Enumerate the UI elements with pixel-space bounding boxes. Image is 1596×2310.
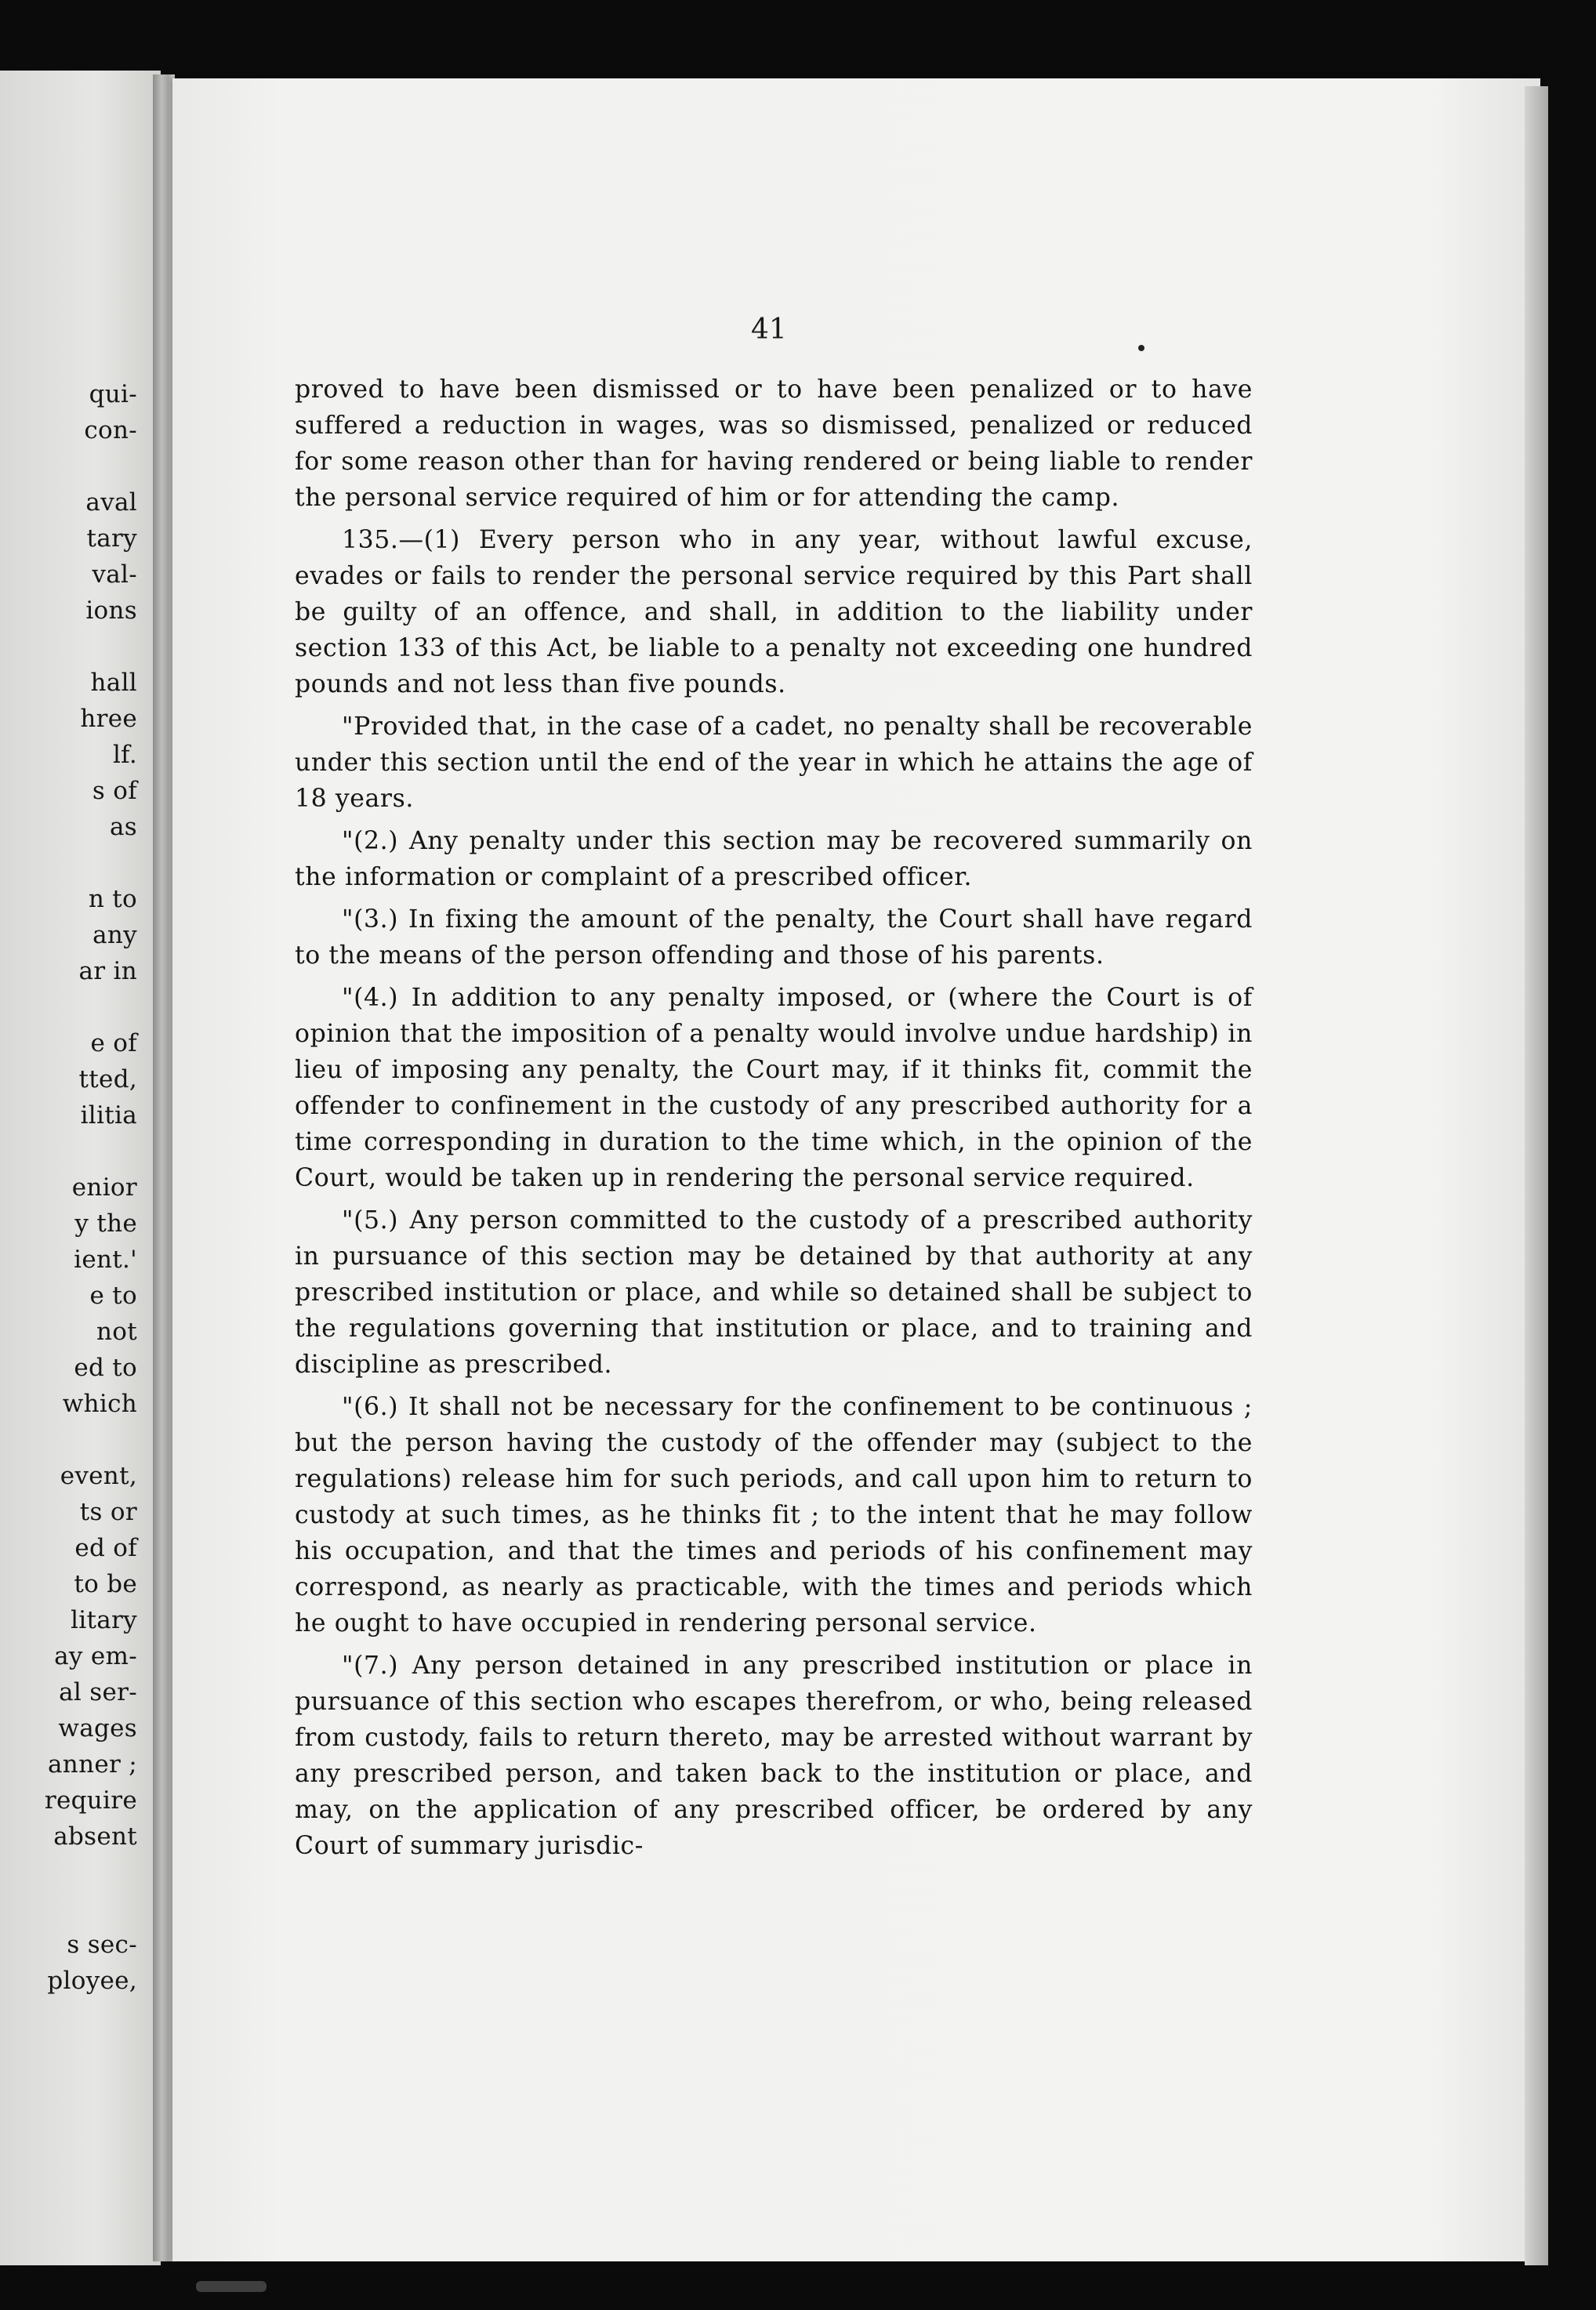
left-page-line-fragment: hree (80, 705, 137, 733)
left-page-line-fragment: ar in (78, 957, 137, 985)
left-page-line-fragment: al ser- (59, 1678, 137, 1706)
left-facing-page (0, 71, 161, 2265)
left-page-line-fragment: lf. (112, 741, 137, 769)
left-page-line-fragment: not (96, 1318, 137, 1346)
left-page-line-fragment: ed of (74, 1534, 137, 1562)
left-page-line-fragment: val- (92, 560, 137, 589)
scan-smudge (196, 2281, 267, 2292)
left-page-line-fragment: n to (88, 885, 137, 913)
left-page-line-fragment: event, (60, 1462, 137, 1490)
paragraph-subsection-7: "(7.) Any person detained in any prescribed institution or place in pursuance of this section who escapes therefrom, or who, being released from custody, fails to return thereto, may be arrested without warrant by any prescribed person, and taken back to the institution or place, and may, on the application of any prescribed officer, be ordered by any Court of summary jurisdic- (295, 1652, 1253, 1860)
left-page-line-fragment: con- (84, 416, 137, 444)
left-page-line-fragment: tary (86, 524, 137, 553)
left-page-line-fragment: ployee, (47, 1967, 137, 1995)
page-edge-shadow (1525, 86, 1548, 2265)
left-page-line-fragment: any (92, 921, 137, 949)
paragraph-subsection-2: "(2.) Any penalty under this section may be recovered summarily on the information or complaint of a prescribed officer. (295, 827, 1253, 891)
left-page-line-fragment: e to (89, 1282, 137, 1310)
paragraph-subsection-3: "(3.) In fixing the amount of the penalty, the Court shall have regard to the means of the person offending and those of his parents. (295, 905, 1253, 970)
left-page-line-fragment: litary (71, 1606, 137, 1634)
left-page-line-fragment: ilitia (80, 1101, 137, 1130)
paragraph-subsection-5: "(5.) Any person committed to the custody of a prescribed authority in pursuance of this section may be detained by that authority at any prescribed institution or place, and while so detained shall be subject to the regulations governing that institution or place, and to training and discipline as prescribed. (295, 1206, 1253, 1379)
page-body-text (295, 372, 1253, 1870)
paragraph-continuation: proved to have been dismissed or to have been penalized or to have suffered a reduction in wages, was so dismissed, penalized or reduced for some reason other than for having rendered or being liable to render the personal service required of him or for attending the camp. (295, 375, 1253, 512)
left-page-line-fragment: require (44, 1786, 137, 1815)
left-page-line-fragment: which (62, 1390, 137, 1418)
paragraph-subsection-4: "(4.) In addition to any penalty imposed, or (where the Court is of opinion that the imposition of a penalty would involve undue hardship) in lieu of imposing any penalty, the Court may, if it thinks fit, commit the offender to confinement in the custody of any prescribed authority for a time corresponding in duration to the time which, in the opinion of the Court, would be taken up in rendering the personal service required. (295, 984, 1253, 1192)
left-page-line-fragment: hall (90, 669, 137, 697)
left-page-line-fragment: tted, (78, 1065, 137, 1093)
left-page-line-fragment: y the (74, 1209, 137, 1238)
left-page-line-fragment: ed to (74, 1354, 137, 1382)
left-page-line-fragment: to be (74, 1570, 137, 1598)
left-page-line-fragment: e of (90, 1029, 137, 1057)
left-page-line-fragment: ions (85, 597, 137, 625)
left-page-line-fragment: anner ; (48, 1750, 137, 1779)
paragraph-section-135-1: 135.—(1) Every person who in any year, without lawful excuse, evades or fails to render the personal service required by this Part shall be guilty of an offence, and shall, in addition to the liability under section 133 of this Act, be liable to a penalty not exceeding one hundred pounds and not less than five pounds. (295, 526, 1253, 698)
left-page-line-fragment: ient.' (74, 1246, 137, 1274)
left-page-line-fragment: ts or (79, 1498, 137, 1526)
left-page-line-fragment: enior (71, 1173, 137, 1202)
page-number: 41 (751, 314, 787, 346)
left-page-line-fragment: s of (92, 777, 137, 805)
left-page-line-fragment: as (110, 813, 137, 841)
left-page-line-fragment: qui- (89, 380, 137, 408)
paragraph-subsection-6: "(6.) It shall not be necessary for the confinement to be continuous ; but the person having the custody of the offender may (subject to the regulations) release him for such periods, and call upon him to return to custody at such times, as he thinks fit ; to the intent that he may follow his occupation, and that the times and periods of his confinement may correspond, as nearly as practicable, with the times and periods which he ought to have occupied in rendering personal service. (295, 1393, 1253, 1637)
book-gutter (153, 74, 175, 2261)
ink-dot (1138, 345, 1144, 351)
left-page-line-fragment: wages (58, 1714, 137, 1742)
left-page-line-fragment: aval (85, 488, 137, 517)
left-page-line-fragment: s sec- (67, 1931, 137, 1959)
left-page-line-fragment: ay em- (54, 1642, 137, 1670)
left-page-line-fragment: absent (53, 1822, 137, 1851)
paragraph-proviso: "Provided that, in the case of a cadet, no penalty shall be recoverable under this section until the end of the year in which he attains the age of 18 years. (295, 713, 1253, 813)
